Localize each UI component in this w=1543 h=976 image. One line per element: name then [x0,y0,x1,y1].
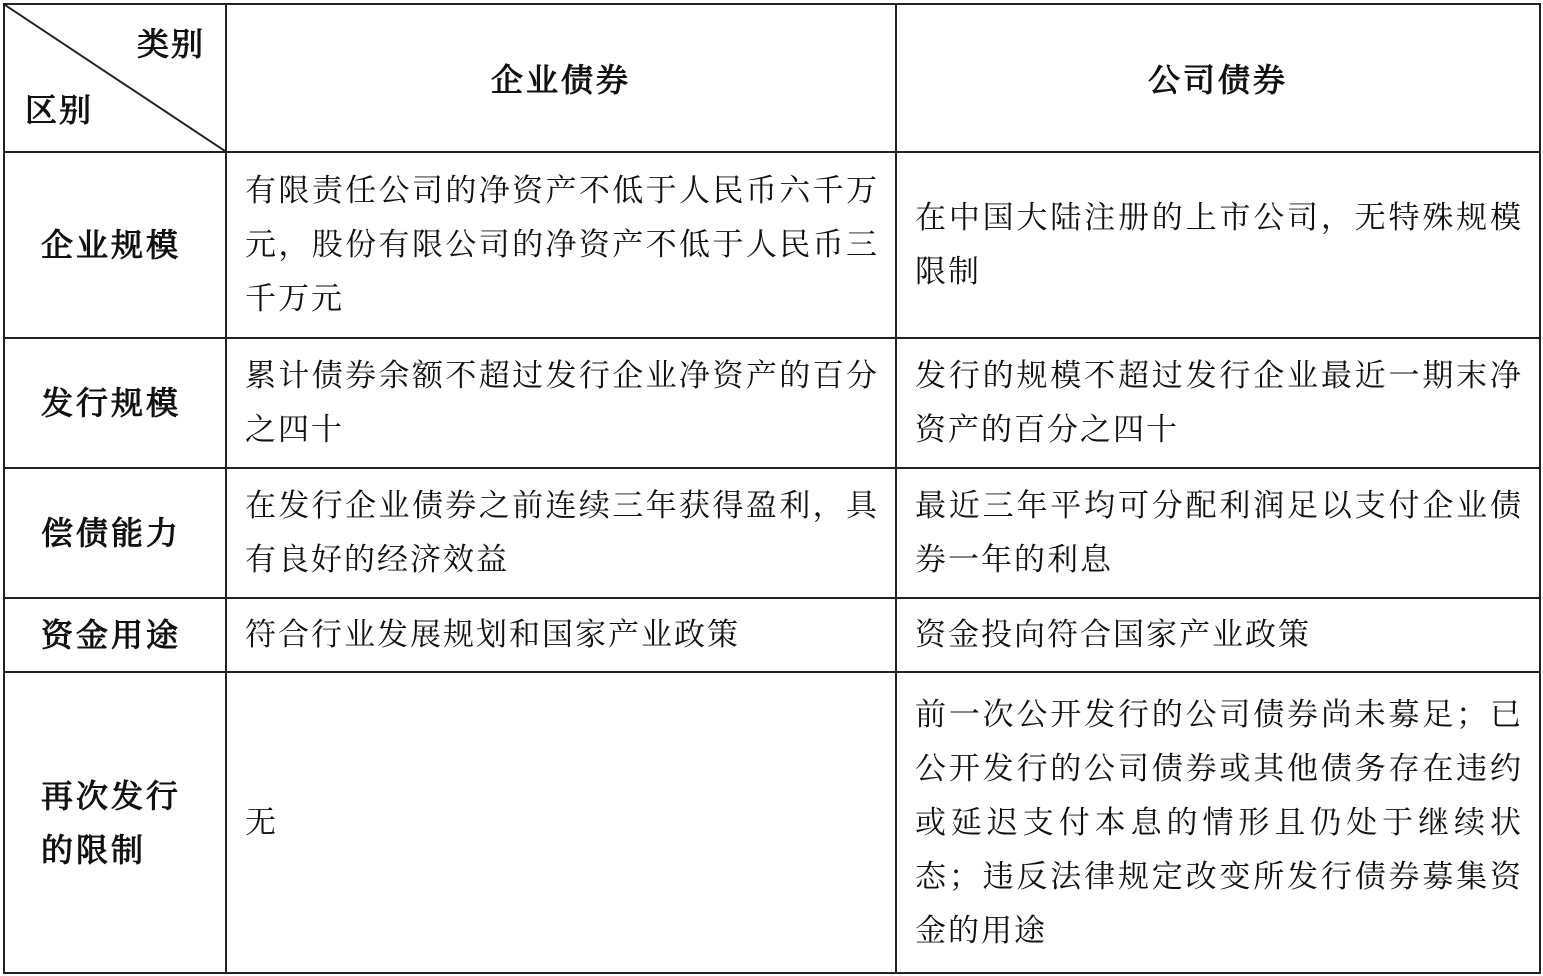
column-header-company-bond: 公司债券 [896,4,1540,152]
comparison-table [3,3,1541,974]
table-row [4,672,1540,973]
enterprise-bond-cell: 有限责任公司的净资产不低于人民币六千万元，股份有限公司的净资产不低于人民币三千万元 [226,152,896,338]
table-row [4,152,1540,338]
company-bond-cell: 发行的规模不超过发行企业最近一期末净资产的百分之四十 [896,338,1540,468]
row-header: 资金用途 [4,598,226,672]
table-row [4,598,1540,672]
enterprise-bond-cell: 无 [226,672,896,973]
corner-cell [4,4,226,152]
enterprise-bond-cell: 符合行业发展规划和国家产业政策 [226,598,896,672]
enterprise-bond-cell: 在发行企业债券之前连续三年获得盈利，具有良好的经济效益 [226,468,896,598]
table-row [4,338,1540,468]
corner-difference-label: 区别 [25,91,94,129]
column-header-enterprise-bond: 企业债券 [226,4,896,152]
company-bond-cell: 最近三年平均可分配利润足以支付企业债券一年的利息 [896,468,1540,598]
company-bond-cell: 前一次公开发行的公司债券尚未募足；已公开发行的公司债券或其他债务存在违约或延迟支付本息的情形且仍处于继续状态；违反法律规定改变所发行债券募集资金的用途 [896,672,1540,973]
table-row [4,468,1540,598]
row-header: 企业规模 [4,152,226,338]
company-bond-cell: 在中国大陆注册的上市公司，无特殊规模限制 [896,152,1540,338]
enterprise-bond-cell: 累计债券余额不超过发行企业净资产的百分之四十 [226,338,896,468]
corner-category-label: 类别 [136,25,205,63]
company-bond-cell: 资金投向符合国家产业政策 [896,598,1540,672]
row-header: 偿债能力 [4,468,226,598]
header-row [4,4,1540,152]
row-header: 发行规模 [4,338,226,468]
row-header: 再次发行的限制 [4,672,226,973]
